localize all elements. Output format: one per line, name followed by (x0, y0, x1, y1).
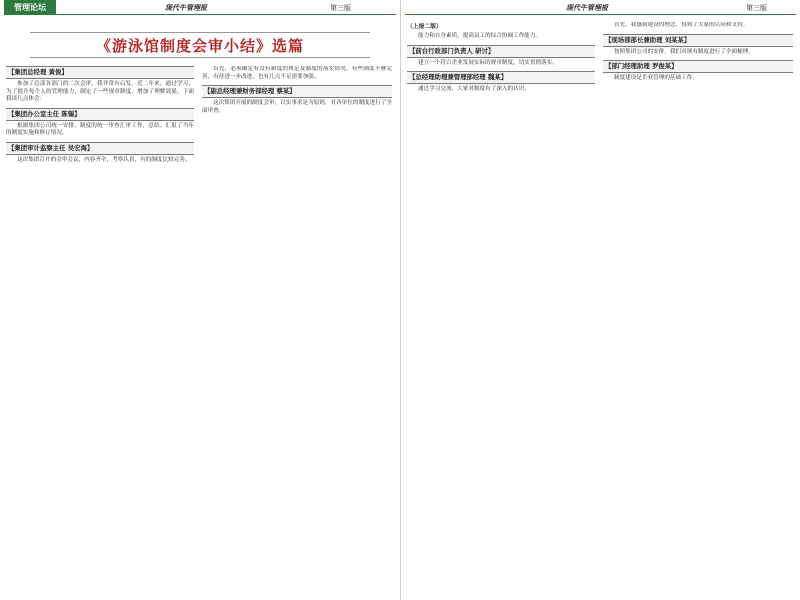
masthead-title: 现代牛管理报 (165, 3, 207, 12)
section-body: 这次集团开展的制度会审，以实事求是为原则，对各单位的制度进行了全面审查。 (202, 100, 392, 114)
right-running-header (401, 0, 800, 14)
issue-label: 第三版 (330, 4, 351, 12)
section-title: 【部门经理助理 罗俊某】 (603, 60, 793, 73)
continued-from: （上接二版） (407, 24, 442, 30)
header-rule (4, 14, 396, 15)
section-body: 通过学习交流，大家对制度有了深入的认识。 (418, 86, 530, 93)
section-title: 【副总经理兼财务部经理 蔡某】 (202, 85, 392, 98)
header-rule (405, 14, 796, 15)
section-body: 按照集团公司的安排，我们对现有制度进行了全面梳理。 (614, 48, 754, 55)
issue-label: 第三版 (746, 4, 767, 12)
section-body: 制度建设是企业管理的基础工作。 (614, 75, 698, 82)
masthead-title: 现代牛管理报 (566, 3, 608, 12)
section-body: 建立一个符合企业发展实际的规章制度，切实贯彻落实。 (418, 59, 558, 66)
section-body: 这次集团召开的会审会议，内容齐全，考察认真，有的制度比较完善。 (17, 156, 191, 163)
headline: 《游泳馆制度会审小结》选篇 (30, 32, 370, 58)
right-page (400, 0, 800, 600)
section-body: 根据集团公司统一安排，制度的统一审查汇审工作，总结、汇报了当年的制度实施和修订情况。 (6, 122, 194, 137)
section-title: 【现场部部长兼助理 刘某某】 (603, 34, 793, 47)
right-col-2 (603, 22, 793, 596)
brand-logo: 管理论坛 (4, 0, 56, 14)
section-body: 参加了总部各部门的二次会审，我非常有启发。近二年来，通过学习，为了提升每个人的管理能力，制定了一些规章制度，增加了理解效果，下面我谈几点体会： (6, 81, 194, 103)
section-title: 【总经理助理兼管理部经理 魏某】 (407, 71, 595, 84)
section-title: 【集团办公室主任 陈锡】 (6, 108, 194, 121)
left-col-1 (6, 66, 194, 596)
left-running-header (0, 0, 400, 14)
section-body: 能力和自身素质，提高员工的综合协调工作能力。 (418, 33, 542, 39)
left-col-2 (202, 66, 392, 596)
section-title: 【集团审计监察主任 吴宏海】 (6, 142, 194, 155)
right-col-1 (407, 22, 595, 596)
section-body: 首先，必须确定有没有制度的规定及制度的落实情况，有些制度不够完善，有待进一步改进，也有几点不足需要加强。 (202, 66, 392, 80)
section-title: 【前台行政部门负责人 研讨】 (407, 45, 595, 58)
section-title: 【集团总经理 黄俊】 (6, 66, 194, 79)
section-body: 首先，我感到建设的理念，得到了大家的认同和支持。 (614, 22, 749, 28)
